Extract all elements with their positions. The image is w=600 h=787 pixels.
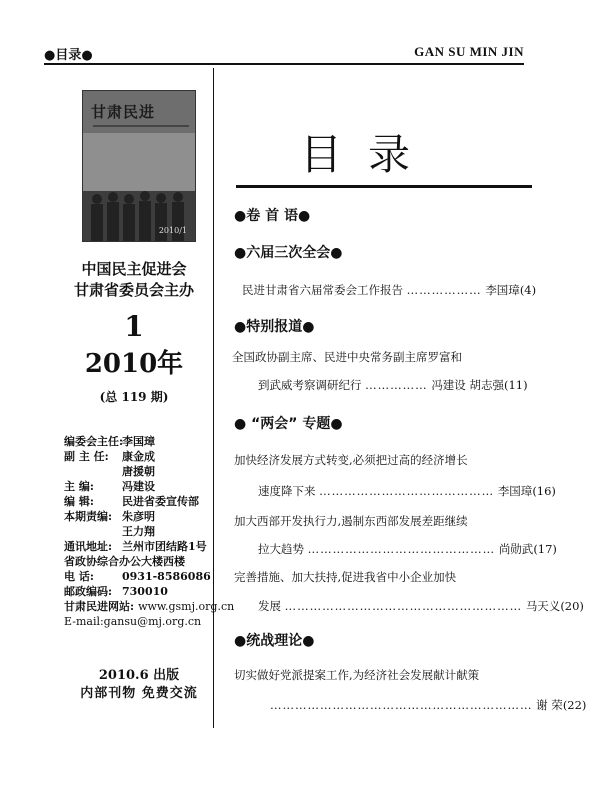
toc-entry[interactable]: 到武威考察调研纪行 …………… 冯建设 胡志强(11) bbox=[258, 378, 528, 392]
publication-date: 2010.6 出版 bbox=[98, 668, 180, 683]
cover-photo-background bbox=[83, 133, 195, 193]
header-rule bbox=[44, 63, 524, 65]
issue-number: 1 bbox=[124, 310, 144, 343]
info-row: 主 编: 冯建设 bbox=[64, 480, 155, 493]
toc-entry[interactable]: 发展 ………………………………………………… 马天义(20) bbox=[258, 599, 584, 613]
info-row: 省政协综合办公大楼西楼 bbox=[64, 555, 185, 568]
info-row: E-mail:gansu@mj.org.cn bbox=[64, 615, 202, 628]
info-row: 王力翔 bbox=[122, 525, 155, 538]
section-heading: ●六届三次全会● bbox=[234, 245, 343, 261]
toc-entry-title[interactable]: 加大西部开发执行力,遏制东西部发展差距继续 bbox=[234, 514, 468, 528]
column-divider bbox=[213, 68, 214, 728]
toc-entry[interactable]: 拉大趋势 ……………………………………… 尚勋武(17) bbox=[258, 542, 557, 556]
info-row: 唐援朝 bbox=[122, 465, 155, 478]
cover-image bbox=[82, 90, 196, 242]
cover-title: 甘肃民进 bbox=[91, 103, 156, 121]
info-row: 甘肃民进网站: www.gsmj.org.cn bbox=[64, 600, 235, 613]
toc-entry[interactable]: 速度降下来 …………………………………… 李国璋(16) bbox=[258, 484, 556, 498]
info-row: 本期责编: 朱彦明 bbox=[64, 510, 155, 523]
toc-entry-title[interactable]: 加快经济发展方式转变,必须把过高的经济增长 bbox=[234, 453, 468, 467]
info-row: 通讯地址: 兰州市团结路1号 bbox=[64, 540, 207, 553]
organizer-line-1: 中国民主促进会 bbox=[81, 260, 187, 278]
distribution-note: 内部刊物 免费交流 bbox=[80, 686, 198, 701]
toc-entry[interactable]: ……………………………………………………… 谢 荣(22) bbox=[270, 698, 587, 712]
cover-title-rule bbox=[93, 125, 189, 127]
toc-title: 目录 bbox=[300, 130, 437, 179]
info-row: 邮政编码: 730010 bbox=[64, 585, 168, 598]
toc-entry-title[interactable]: 全国政协副主席、民进中央常务副主席罗富和 bbox=[232, 350, 462, 364]
section-heading: ●卷 首 语● bbox=[234, 208, 311, 224]
info-row: 副 主 任: 康金成 bbox=[64, 450, 155, 463]
total-issue-count: (总 119 期) bbox=[99, 390, 169, 404]
header-magazine-name: GAN SU MIN JIN bbox=[414, 44, 524, 59]
info-row: 编 辑: 民进省委宣传部 bbox=[64, 495, 199, 508]
issue-year: 2010年 bbox=[84, 349, 184, 379]
toc-entry[interactable]: 民进甘肃省六届常委会工作报告 ……………… 李国璋(4) bbox=[242, 283, 537, 297]
info-row: 编委会主任:李国璋 bbox=[64, 435, 155, 448]
info-row: 电 话: 0931-8586086 bbox=[64, 570, 211, 583]
toc-entry-title[interactable]: 完善措施、加大扶持,促进我省中小企业加快 bbox=[234, 570, 457, 584]
section-heading: ● “两会” 专题● bbox=[234, 416, 343, 432]
section-heading: ●统战理论● bbox=[234, 633, 315, 649]
section-heading: ●特别报道● bbox=[234, 319, 315, 335]
header-section-label: ●目录● bbox=[44, 48, 93, 63]
toc-title-rule bbox=[236, 185, 532, 188]
toc-entry-title[interactable]: 切实做好党派提案工作,为经济社会发展献计献策 bbox=[234, 668, 480, 682]
editorial-info bbox=[64, 434, 235, 629]
cover-issue-date: 2010/1 bbox=[158, 226, 187, 235]
organizer-line-2: 甘肃省委员会主办 bbox=[73, 281, 194, 299]
